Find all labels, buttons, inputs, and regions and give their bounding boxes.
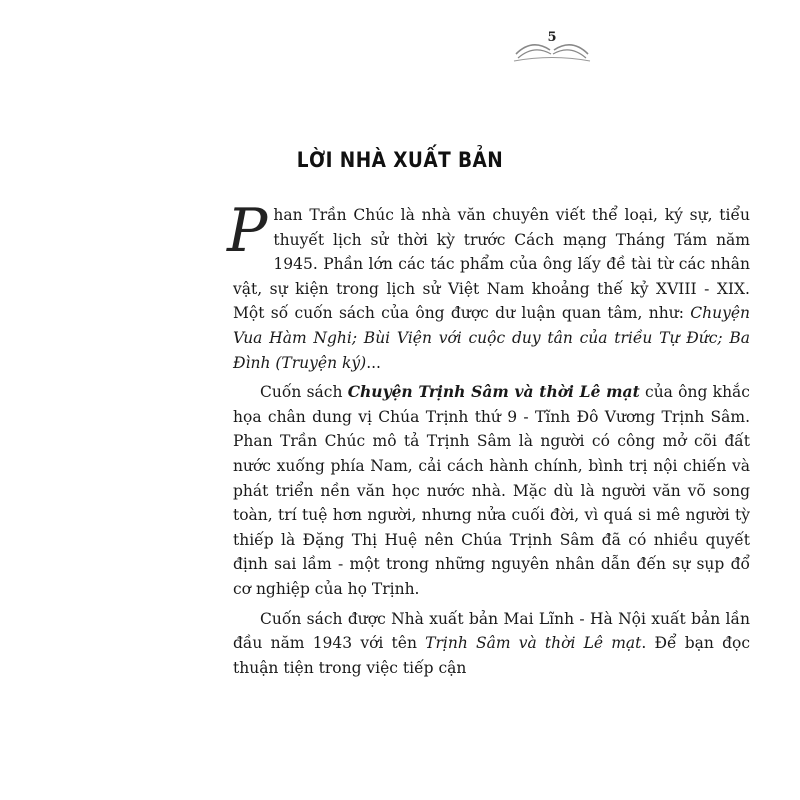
italic-works-list: Chuyện Vua Hàm Nghi; Bùi Viện với cuộc duy tân của triều Tự Đức; Ba Đình (Truyện ký)	[233, 304, 750, 372]
paragraph-3	[233, 607, 750, 681]
paragraph-3-lead: Cuốn sách được Nhà xuất bản Mai Lĩnh - Hà Nội xuất bản lần đầu năm 1943 với tên	[233, 609, 750, 653]
paragraph-2-lead: Cuốn sách	[260, 383, 348, 402]
paragraph-1	[227, 196, 750, 375]
paragraph-2-text: của ông khắc họa chân dung vị Chúa Trịnh thứ 9 - Tĩnh Đô Vương Trịnh Sâm. Phan Trần Chúc mô tả Trịnh Sâm là người có công mở cõi đất nước xuống phía Nam, cải cách hành chính, bình trị nội chiến và phát triển nền văn học nước nhà. Mặc dù là người văn võ song toàn, trí tuệ hơn người, nhưng nửa cuối đời, vì quá si mê người tỳ thiếp là Đặng Thị Huệ nên Chúa Trịnh Sâm đã có nhiều quyết định sai lầm - một trong những nguyên nhân dẫn đến sự sụp đổ cơ nghiệp của họ Trịnh.	[233, 383, 750, 598]
page-title: LỜI NHÀ XUẤT BẢN	[296, 148, 504, 172]
book-title: Chuyện Trịnh Sâm và thời Lê mạt	[347, 382, 640, 402]
paragraph-3-text: . Để bạn đọc thuận tiện trong việc tiếp cận	[233, 634, 751, 677]
page-number: 5	[547, 30, 557, 45]
body-text	[227, 196, 751, 685]
paragraph-1-ellipsis: ...	[366, 353, 381, 372]
paragraph-2	[233, 380, 750, 601]
drop-cap: P	[227, 196, 268, 266]
original-title: Trịnh Sâm và thời Lê mạt	[425, 634, 642, 653]
paragraph-1-text: han Trần Chúc là nhà văn chuyên viết thể loại, ký sự, tiểu thuyết lịch sử thời kỳ trước Cách mạng Tháng Tám năm 1945. Phần lớn các tác phẩm của ông lấy đề tài từ các nhân vật, sự kiện trong lịch sử Việt Nam khoảng thế kỷ XVIII - XIX. Một số cuốn sách của ông được dư luận quan tâm, như:	[233, 206, 750, 323]
